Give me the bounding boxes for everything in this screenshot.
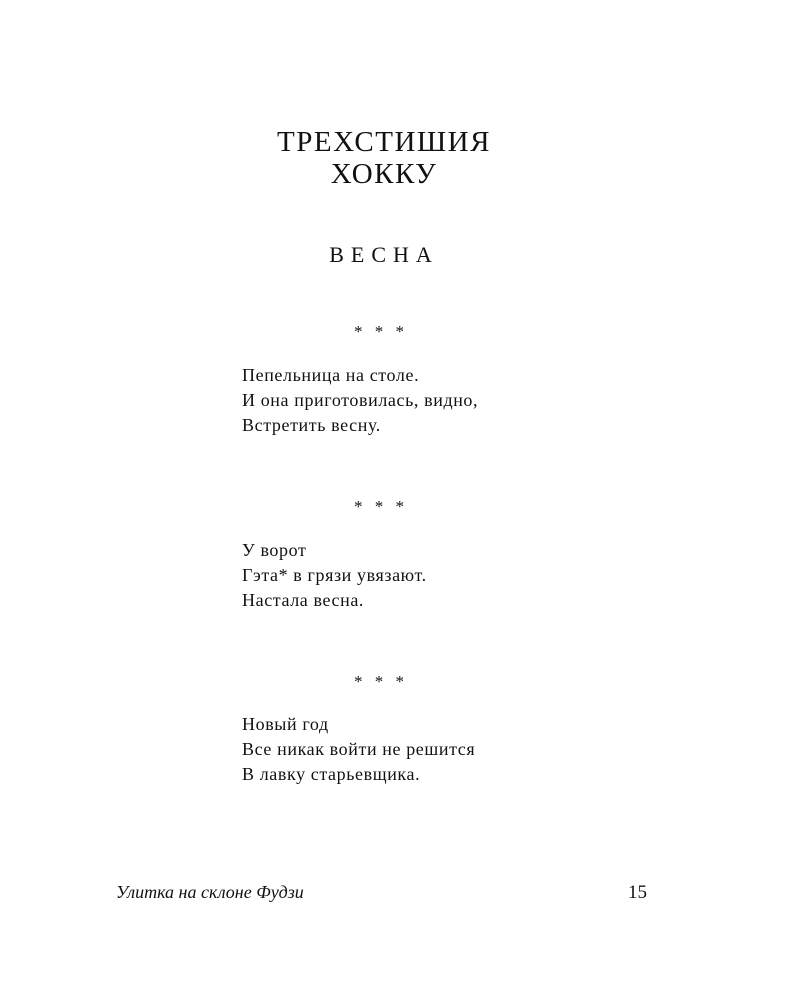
page-title-line-2: ХОККУ — [330, 158, 438, 190]
verse-line: Новый год — [242, 714, 329, 734]
poem-verse — [242, 363, 478, 438]
page-number: 15 — [628, 882, 647, 903]
verse-line: Пепельница на столе. — [242, 365, 420, 385]
section-heading: ВЕСНА — [329, 242, 439, 267]
page-title-line-1: ТРЕХСТИШИЯ — [277, 126, 491, 158]
verse-line: В лавку старьевщика. — [242, 764, 421, 784]
poem-verse — [242, 712, 475, 787]
poem-separator: * * * — [354, 497, 408, 516]
verse-line: Все никак войти не решится — [242, 739, 476, 759]
poem-verse — [242, 538, 427, 613]
verse-line: Гэта* в грязи увязают. — [242, 565, 427, 585]
verse-line: И она приготовилась, видно, — [242, 390, 479, 410]
poem-separator: * * * — [354, 672, 408, 691]
footer-book-title: Улитка на склоне Фудзи — [116, 882, 304, 902]
verse-line: Настала весна. — [242, 590, 365, 610]
verse-line: У ворот — [242, 540, 307, 560]
verse-line: Встретить весну. — [242, 415, 381, 435]
poem-separator: * * * — [354, 322, 408, 341]
